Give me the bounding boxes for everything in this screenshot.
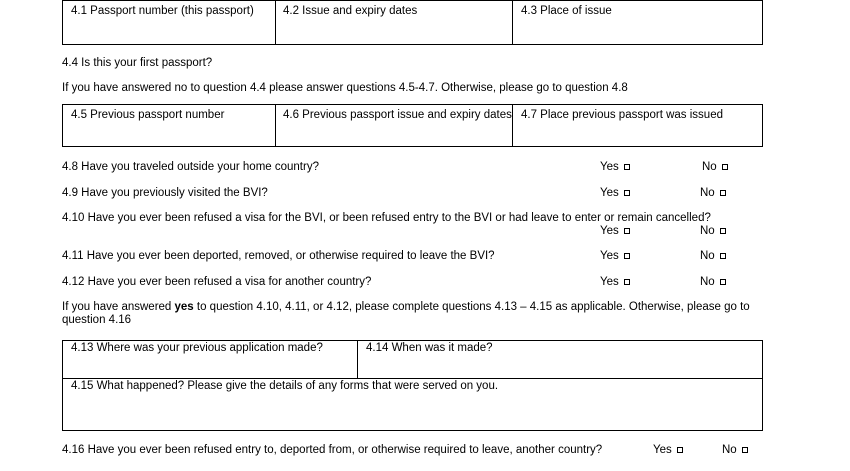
checkbox-icon[interactable] <box>624 228 630 234</box>
question-4-12: 4.12 Have you ever been refused a visa for another country? <box>62 276 372 288</box>
question-4-8: 4.8 Have you traveled outside your home country? <box>62 161 319 173</box>
question-4-10: 4.10 Have you ever been refused a visa for the BVI, or been refused entry to the BVI or had leave to enter or remain cancelled? <box>62 212 711 224</box>
what-happened-label: 4.15 What happened? Please give the details of any forms that were served on you. <box>71 380 499 392</box>
previous-passport-number-label: 4.5 Previous passport number <box>71 109 225 121</box>
checkbox-icon[interactable] <box>720 228 726 234</box>
question-4-4: 4.4 Is this your first passport? <box>62 57 213 69</box>
checkbox-icon[interactable] <box>720 253 726 259</box>
previous-place-label: 4.7 Place previous passport was issued <box>521 109 723 121</box>
issue-expiry-label: 4.2 Issue and expiry dates <box>283 5 418 17</box>
checkbox-icon[interactable] <box>742 447 748 453</box>
where-application-field[interactable] <box>66 358 354 376</box>
checkbox-icon[interactable] <box>624 279 630 285</box>
checkbox-icon[interactable] <box>624 190 630 196</box>
table-divider <box>275 0 276 45</box>
instruction-note-2 <box>62 301 750 313</box>
yes-label: Yes <box>600 250 619 262</box>
passport-number-field[interactable] <box>66 22 272 42</box>
no-label: No <box>700 276 715 288</box>
yes-option-4-9[interactable] <box>600 187 630 199</box>
yes-option-4-12[interactable] <box>600 276 630 288</box>
place-of-issue-field[interactable] <box>516 22 760 42</box>
table-divider <box>62 378 763 379</box>
no-label: No <box>700 225 715 237</box>
previous-issue-expiry-label: 4.6 Previous passport issue and expiry dates <box>283 109 512 121</box>
when-application-field[interactable] <box>361 358 760 376</box>
instruction-note-2-line2: question 4.16 <box>62 314 132 326</box>
question-4-16: 4.16 Have you ever been refused entry to, deported from, or otherwise required to leave, another country? <box>62 444 603 456</box>
yes-label: Yes <box>653 444 672 456</box>
yes-option-4-8[interactable] <box>600 161 630 173</box>
checkbox-icon[interactable] <box>677 447 683 453</box>
passport-number-label: 4.1 Passport number (this passport) <box>71 5 254 17</box>
yes-label: Yes <box>600 161 619 173</box>
no-label: No <box>722 444 737 456</box>
no-option-4-10[interactable] <box>700 225 726 237</box>
checkbox-icon[interactable] <box>720 190 726 196</box>
instruction-note-1: If you have answered no to question 4.4 please answer questions 4.5-4.7. Otherwise, please go to question 4.8 <box>62 82 628 94</box>
note-text: to question 4.10, 4.11, or 4.12, please complete questions 4.13 – 4.15 as applicable. Otherwise, please go to <box>193 301 750 313</box>
checkbox-icon[interactable] <box>720 279 726 285</box>
where-application-label: 4.13 Where was your previous application made? <box>71 342 323 354</box>
no-label: No <box>702 161 717 173</box>
note-bold-yes: yes <box>174 301 194 313</box>
no-option-4-9[interactable] <box>700 187 726 199</box>
previous-passport-number-field[interactable] <box>66 125 272 144</box>
what-happened-field[interactable] <box>66 396 760 428</box>
table-divider <box>512 0 513 45</box>
question-4-9: 4.9 Have you previously visited the BVI? <box>62 187 268 199</box>
issue-expiry-field[interactable] <box>279 22 509 42</box>
checkbox-icon[interactable] <box>722 164 728 170</box>
yes-label: Yes <box>600 225 619 237</box>
checkbox-icon[interactable] <box>624 253 630 259</box>
place-of-issue-label: 4.3 Place of issue <box>521 5 612 17</box>
yes-label: Yes <box>600 187 619 199</box>
yes-option-4-10[interactable] <box>600 225 630 237</box>
no-label: No <box>700 187 715 199</box>
question-4-11: 4.11 Have you ever been deported, removed, or otherwise required to leave the BVI? <box>62 250 495 262</box>
no-option-4-8[interactable] <box>702 161 728 173</box>
no-option-4-11[interactable] <box>700 250 726 262</box>
previous-issue-expiry-field[interactable] <box>279 125 509 144</box>
yes-option-4-16[interactable] <box>653 444 683 456</box>
table-divider <box>275 104 276 147</box>
no-label: No <box>700 250 715 262</box>
yes-option-4-11[interactable] <box>600 250 630 262</box>
table-divider <box>357 340 358 379</box>
no-option-4-12[interactable] <box>700 276 726 288</box>
yes-label: Yes <box>600 276 619 288</box>
table-divider <box>512 104 513 147</box>
no-option-4-16[interactable] <box>722 444 748 456</box>
note-text: If you have answered <box>62 301 175 313</box>
checkbox-icon[interactable] <box>624 164 630 170</box>
when-application-label: 4.14 When was it made? <box>366 342 493 354</box>
previous-place-field[interactable] <box>516 125 760 144</box>
